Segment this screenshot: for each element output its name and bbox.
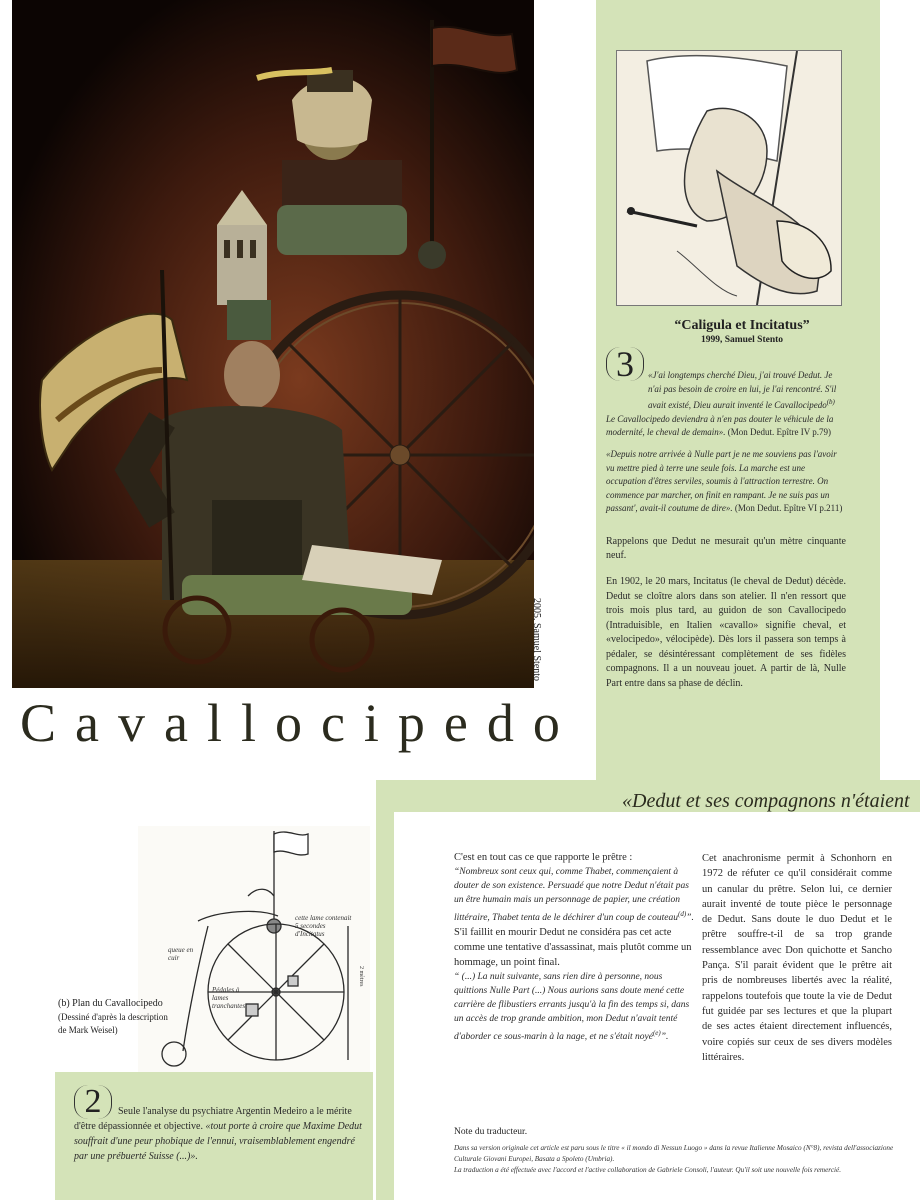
middle-quote-1 (454, 865, 694, 925)
page-title: Cavallocipedo (20, 693, 579, 753)
middle-quote-2-ref: (e) (652, 1029, 661, 1038)
section3-quote-2 (606, 448, 846, 516)
section3-height-note: Rappelons que Dedut ne mesurait qu'un mètre cinquante neuf. (606, 536, 846, 561)
quote1-text: «J'ai longtemps cherché Dieu, j'ai trouvé Dedut. Je n'ai pas besoin de croire en lui, je l'ai rencontré. S'il avait existé, Dieu aurait inventé le Cavallocipedo (648, 370, 837, 410)
section2-quote: «tout porte à croire que Maxime Dedut souffrait d'une peur phobique de l'ennui, vraisemblablement engendré par une prébuerté Suisse (...)». (74, 1121, 362, 1162)
quote3-source: (Mon Dedut. Epître VI p.211) (734, 503, 843, 513)
translator-note-line-1: Dans sa version originale cet article est paru sous le titre « il mondo di Nessun Luogo » dans la revue Italienne Mosaico (N°8), revista dell'associazione Culturale Giovani Europei, Basata a Spoleto (Umbria). (454, 1144, 894, 1163)
middle-quote-2-end: ”. (660, 1032, 669, 1043)
middle-quote-1-end: ”. (686, 913, 694, 924)
caligula-illustration (616, 50, 842, 306)
caligula-title: “Caligula et Incitatus” (674, 318, 810, 333)
quote1-ref: (b) (826, 398, 835, 406)
quote2-text: Le Cavallocipedo deviendra à n'en pas douter le véhicule de la modernité, le cheval de demain». (606, 413, 834, 437)
section-number-2: 2 (74, 1085, 112, 1119)
section2-paragraph (74, 1104, 364, 1164)
sketch-note-height: 2 mètres (358, 966, 364, 987)
painting-credit: 2005, Samuel Stento (531, 598, 542, 682)
sketch-note-blade: cette lame contenait 5 secondes d'Incitatus (295, 914, 352, 938)
section3-paragraph-1902: En 1902, le 20 mars, Incitatus (le cheval de Dedut) décède. Dedut se cloître alors dans son atelier. Il n'en ressort que trois mois plus tard, au guidon de son Cavallocipedo (Intraduisible, en Italien «cavallo» signifie cheval, et «velocipedo», vélocipède). Dès lors il passera son temps à pédaler, se désintéressant complètement de ses fidèles compagnons. Il a un nouveau jouet. A partir de là, Nulle Part entre dans sa phase de déclin. (606, 576, 846, 689)
section-heading-dedut: «Dedut et ses compagnons n'étaient (622, 790, 910, 812)
plan-caption (58, 997, 178, 1037)
painting-illustration (12, 0, 534, 688)
middle-quote-1-ref: (d) (678, 910, 687, 918)
plan-caption-source: (Dessiné d'après la description de Mark Weisel) (58, 1012, 168, 1035)
caligula-subtitle: 1999, Samuel Stento (700, 335, 784, 345)
middle-quote-2 (454, 970, 694, 1044)
sketch-note-pedals: Pédales à lames tranchantes (212, 986, 246, 1010)
translator-note-line-2: La traduction a été effectuée avec l'accord et l'active collaboration de Gabriele Consoli, l'auteur. Qu'il soit une nouvelle fois remercié. (454, 1166, 841, 1174)
middle-intro: C'est en tout cas ce que rapporte le prêtre : (454, 852, 633, 863)
section-number-3: 3 (606, 347, 644, 381)
section2-text: Seule l'analyse du psychiatre Argentin Medeiro a le mérite d'être dépassionnée et objective. (74, 1106, 352, 1132)
sketch-note-tail: queue en cuir (168, 946, 194, 962)
plan-caption-title: (b) Plan du Cavallocipedo (58, 998, 163, 1009)
cavallocipedo-painting (12, 0, 534, 688)
translator-note-body (454, 1143, 894, 1176)
middle-quote-2-text: “ (...) La nuit suivante, sans rien dire à personne, nous quittions Nulle Part (...) Nous aurions sans doute mené cette carrière de flibustiers errants jusqu'à la fin des temps si, dans un accès de trop grande ambition, mon Dedut n'avait tenté d'aborder ce sous-marin à la nage, et ne s'était noyé (454, 972, 690, 1043)
middle-column (454, 850, 694, 1044)
right-column: Cet anachronisme permit à Schonhorn en 1972 de réfuter ce qu'il considérait comme un canular du prêtre. Selon lui, ce dernier aurait inventé de toute pièce le personnage de Dedut. Sans doute le duo Dedut et le prêtre souffre-t-il de sa trop grande ressemblance avec Don quichotte et Sancho Pança. S'il parait évident que le prêtre ait pris de nombreuses libertés avec la réalité, rappelons toutefois que toute la vie de Dedut fut guidée par ses lectures et que la plupart de ses actes étaient directement influencés, voire copiés sur ceux de ses divers modèles littéraires. (702, 853, 892, 1063)
middle-quote-1-text: “Nombreux sont ceux qui, comme Thabet, commençaient à douter de son existence. Persuadé que notre Dedut n'était pas un être humain mais un personnage de papier, une création littéraire, Thabet tenta de le déchirer d'un coup de couteau (454, 867, 689, 924)
caligula-drawing (617, 51, 841, 305)
quote3-text: «Depuis notre arrivée à Nulle part je ne me souviens pas l'avoir vu mettre pied à terre une seule fois. La marche est une occupation d'êtres serviles, soumis à l'attraction terrestre. On commence par marcher, on finit en rampant. Je ne suis pas un passant', avait-il coutume de dire». (606, 449, 837, 513)
section3-quote-1 (606, 369, 846, 440)
middle-paragraph: S'il faillit en mourir Dedut ne considéra pas cet acte comme une tentative d'assassinat, mais plutôt comme un hommage, un point final. (454, 927, 692, 969)
quote2-source: (Mon Dedut. Epître IV p.79) (727, 427, 832, 437)
translator-note-heading: Note du traducteur. (454, 1127, 528, 1137)
